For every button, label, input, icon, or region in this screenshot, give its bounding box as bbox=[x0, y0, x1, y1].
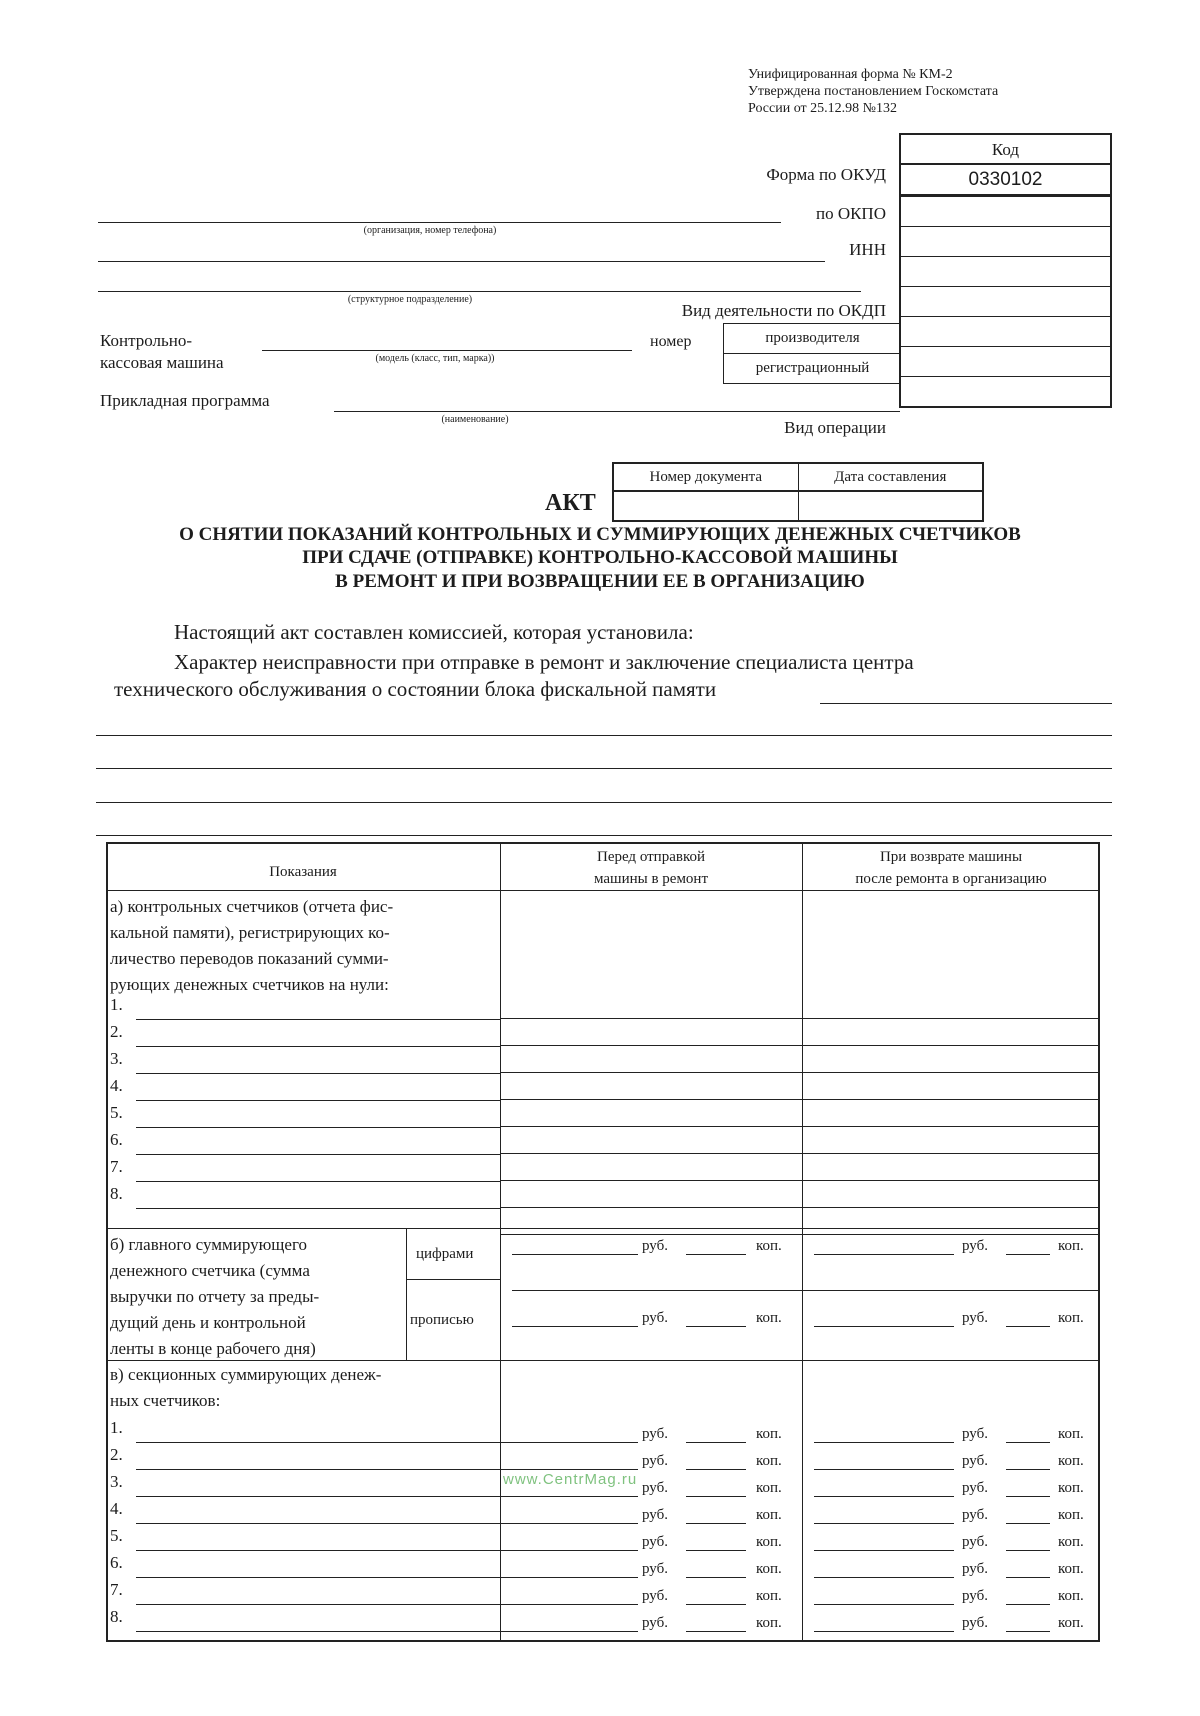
main-words-rub-after: руб. bbox=[962, 1310, 988, 1326]
fault-line-0[interactable] bbox=[820, 703, 1112, 704]
section-v-row-kop-before: коп. bbox=[756, 1480, 782, 1496]
org-caption: (организация, номер телефона) bbox=[363, 225, 497, 236]
kkm-model-line[interactable] bbox=[262, 350, 632, 351]
section-v-row-rub-after-line[interactable] bbox=[814, 1496, 954, 1497]
section-v-row-rub-before-line[interactable] bbox=[512, 1631, 638, 1632]
section-v-row-rub-after: руб. bbox=[962, 1534, 988, 1550]
row-number: 6. bbox=[110, 1130, 123, 1149]
section-v-row-rub-after: руб. bbox=[962, 1453, 988, 1469]
section-v-row-rub-after: руб. bbox=[962, 1507, 988, 1523]
section-v-row-kop-before-line[interactable] bbox=[686, 1469, 746, 1470]
row-number: 3. bbox=[110, 1472, 123, 1491]
section-v-row-rub-after: руб. bbox=[962, 1426, 988, 1442]
registration-label: регистрационный bbox=[724, 354, 901, 384]
doc-number-header: Номер документа bbox=[649, 469, 763, 485]
section-v-row-rub-before: руб. bbox=[642, 1588, 668, 1604]
model-caption: (модель (класс, тип, марка)) bbox=[375, 353, 495, 364]
okdp-label: Вид деятельности по ОКДП bbox=[681, 301, 886, 320]
section-a-row-line bbox=[500, 1072, 1100, 1073]
fault-line-4[interactable] bbox=[96, 835, 1112, 836]
section-v-row-kop-before-line[interactable] bbox=[686, 1577, 746, 1578]
section-a-row-line bbox=[500, 1234, 1100, 1235]
section-a-row-line bbox=[500, 1045, 1100, 1046]
section-a-entry-line[interactable] bbox=[136, 1127, 500, 1128]
main-words-kop-before: коп. bbox=[756, 1310, 782, 1326]
section-v-row-kop-after: коп. bbox=[1058, 1480, 1084, 1496]
main-figures-kop-after-line[interactable] bbox=[1006, 1254, 1050, 1255]
section-v-row-kop-before-line[interactable] bbox=[686, 1496, 746, 1497]
main-figures-kop-before-line[interactable] bbox=[686, 1254, 746, 1255]
form-approval-note bbox=[748, 66, 998, 117]
kkm-label bbox=[100, 330, 224, 374]
section-v-row-kop-after: коп. bbox=[1058, 1426, 1084, 1442]
row-number: 6. bbox=[110, 1553, 123, 1572]
section-b-top bbox=[106, 1228, 1100, 1229]
words-label: прописью bbox=[410, 1312, 474, 1328]
title-line1: О СНЯТИИ ПОКАЗАНИЙ КОНТРОЛЬНЫХ И СУММИРУЮЩИХ ДЕНЕЖНЫХ СЧЕТЧИКОВ bbox=[179, 524, 1021, 545]
act-title: АКТ bbox=[545, 490, 596, 516]
section-a-entry-line[interactable] bbox=[136, 1154, 500, 1155]
section-v-row-rub-before-line[interactable] bbox=[512, 1550, 638, 1551]
fault-text: Характер неисправности при отправке в ремонт и заключение специалиста центра bbox=[174, 650, 914, 674]
row-number: 7. bbox=[110, 1157, 123, 1176]
main-figures-rub-before: руб. bbox=[642, 1238, 668, 1254]
section-v-row-rub-after: руб. bbox=[962, 1588, 988, 1604]
section-v-row-kop-before: коп. bbox=[756, 1588, 782, 1604]
document-number-table bbox=[612, 462, 984, 522]
okpo-label: по ОКПО bbox=[815, 204, 886, 223]
col-divider-1 bbox=[500, 842, 501, 1642]
section-a-text bbox=[110, 894, 393, 998]
section-v-row-rub-after: руб. bbox=[962, 1480, 988, 1496]
col-readings-header: Показания bbox=[269, 864, 337, 880]
section-v-row-kop-after-line[interactable] bbox=[1006, 1550, 1050, 1551]
doc-number-field[interactable] bbox=[614, 490, 798, 520]
kkm-label-line2: кассовая машина bbox=[100, 353, 224, 372]
main-words-rub-after-line[interactable] bbox=[814, 1326, 954, 1327]
main-words-rub-before-line[interactable] bbox=[512, 1326, 638, 1327]
section-v-row-kop-before: коп. bbox=[756, 1426, 782, 1442]
header-divider bbox=[106, 890, 1100, 891]
section-v-row-rub-before-line[interactable] bbox=[512, 1604, 638, 1605]
okud-label: Форма по ОКУД bbox=[766, 165, 886, 184]
fault-line-1[interactable] bbox=[96, 735, 1112, 736]
section-v-l2: ных счетчиков: bbox=[110, 1391, 221, 1410]
section-a-row-line bbox=[500, 1099, 1100, 1100]
main-figures-rub-before-line[interactable] bbox=[512, 1254, 638, 1255]
org-line-2[interactable] bbox=[98, 261, 825, 262]
section-b-l4: дущий день и контрольной bbox=[110, 1313, 306, 1332]
section-v-row-kop-after: коп. bbox=[1058, 1453, 1084, 1469]
okud-value: 0330102 bbox=[899, 163, 1112, 196]
section-v-row-kop-before-line[interactable] bbox=[686, 1604, 746, 1605]
col-after-l2: после ремонта в организацию bbox=[855, 871, 1047, 887]
section-v-row-rub-before: руб. bbox=[642, 1534, 668, 1550]
section-v-row-kop-after: коп. bbox=[1058, 1615, 1084, 1631]
section-v-row-kop-after-line[interactable] bbox=[1006, 1523, 1050, 1524]
fault-text-cont: технического обслуживания о состоянии блока фискальной памяти bbox=[114, 677, 717, 701]
number-subtable bbox=[723, 323, 901, 384]
row-number: 3. bbox=[110, 1049, 123, 1068]
row-number: 4. bbox=[110, 1499, 123, 1518]
section-v-row-kop-after-line[interactable] bbox=[1006, 1631, 1050, 1632]
section-v-top bbox=[106, 1360, 1100, 1361]
col-after-header bbox=[802, 846, 1100, 890]
section-v-row-rub-before-line[interactable] bbox=[512, 1469, 638, 1470]
kkm-label-line1: Контрольно- bbox=[100, 331, 192, 350]
section-b-l2: денежного счетчика (сумма bbox=[110, 1261, 310, 1280]
inn-label: ИНН bbox=[849, 240, 886, 259]
form-name: Унифицированная форма № КМ-2 bbox=[748, 67, 953, 82]
section-v-row-rub-after-line[interactable] bbox=[814, 1604, 954, 1605]
section-a-l1: а) контрольных счетчиков (отчета фис- bbox=[110, 897, 394, 916]
row-number: 5. bbox=[110, 1103, 123, 1122]
section-b-text bbox=[110, 1232, 319, 1362]
watermark: www.CentrMag.ru bbox=[503, 1471, 638, 1488]
section-v-row-rub-after-line[interactable] bbox=[814, 1577, 954, 1578]
operation-type-field[interactable] bbox=[901, 376, 1110, 406]
section-a-row-line bbox=[500, 1126, 1100, 1127]
section-a-entry-line[interactable] bbox=[136, 1073, 500, 1074]
section-v-row-kop-after-line[interactable] bbox=[1006, 1577, 1050, 1578]
section-v-row-kop-before-line[interactable] bbox=[686, 1550, 746, 1551]
section-a-l2: кальной памяти), регистрирующих ко- bbox=[110, 923, 390, 942]
main-words-kop-after-line[interactable] bbox=[1006, 1326, 1050, 1327]
section-v-row-kop-before: коп. bbox=[756, 1453, 782, 1469]
code-box bbox=[899, 133, 1112, 408]
section-a-row-line bbox=[500, 1153, 1100, 1154]
row-number: 2. bbox=[110, 1445, 123, 1464]
section-v-row-rub-after: руб. bbox=[962, 1615, 988, 1631]
section-v-row-rub-after-line[interactable] bbox=[814, 1469, 954, 1470]
row-number: 8. bbox=[110, 1607, 123, 1626]
section-v-row-kop-after-line[interactable] bbox=[1006, 1469, 1050, 1470]
col-after-l1: При возврате машины bbox=[879, 849, 1023, 865]
figures-label: цифрами bbox=[416, 1246, 474, 1262]
fault-line-2[interactable] bbox=[96, 768, 1112, 769]
section-v-l1: в) секционных суммирующих денеж- bbox=[110, 1365, 382, 1384]
section-a-entry-line[interactable] bbox=[136, 1100, 500, 1101]
okdp-field[interactable] bbox=[901, 256, 1110, 286]
doc-date-header: Дата составления bbox=[798, 464, 983, 490]
manufacturer-label: производителя bbox=[724, 324, 901, 354]
name-caption: (наименование) bbox=[441, 414, 509, 425]
inn-field[interactable] bbox=[901, 226, 1110, 256]
row-number: 4. bbox=[110, 1076, 123, 1095]
code-header: Код bbox=[991, 140, 1020, 159]
operation-label: Вид операции bbox=[784, 418, 886, 437]
program-label: Прикладная программа bbox=[100, 391, 270, 410]
section-b-l5: ленты в конце рабочего дня) bbox=[110, 1339, 316, 1358]
fault-line-3[interactable] bbox=[96, 802, 1112, 803]
section-v-row-rub-before: руб. bbox=[642, 1561, 668, 1577]
title-line3: В РЕМОНТ И ПРИ ВОЗВРАЩЕНИИ ЕЕ В ОРГАНИЗАЦИЮ bbox=[335, 571, 865, 592]
section-v-row-rub-before: руб. bbox=[642, 1426, 668, 1442]
section-a-entry-line[interactable] bbox=[136, 1046, 500, 1047]
registration-number-field[interactable] bbox=[901, 316, 1110, 346]
approval-date: России от 25.12.98 №132 bbox=[748, 101, 897, 116]
section-a-l4: рующих денежных счетчиков на нули: bbox=[110, 975, 389, 994]
section-v-text bbox=[110, 1362, 381, 1414]
blank-code-field[interactable] bbox=[901, 346, 1110, 376]
section-b-l3: выручки по отчету за преды- bbox=[110, 1287, 320, 1306]
main-words-rub-before: руб. bbox=[642, 1310, 668, 1326]
row-number: 2. bbox=[110, 1022, 123, 1041]
section-v-row-kop-after-line[interactable] bbox=[1006, 1442, 1050, 1443]
section-b-mid bbox=[406, 1279, 500, 1280]
section-v-row-kop-before: коп. bbox=[756, 1534, 782, 1550]
section-v-row-rub-after-line[interactable] bbox=[814, 1442, 954, 1443]
section-v-row-kop-after: коп. bbox=[1058, 1588, 1084, 1604]
section-v-row-rub-before: руб. bbox=[642, 1507, 668, 1523]
main-words-kop-after: коп. bbox=[1058, 1310, 1084, 1326]
section-v-row-rub-after-line[interactable] bbox=[814, 1631, 954, 1632]
section-v-row-rub-before-line[interactable] bbox=[512, 1523, 638, 1524]
main-figures-rub-after-line[interactable] bbox=[814, 1254, 954, 1255]
section-v-row-kop-before-line[interactable] bbox=[686, 1523, 746, 1524]
col-before-l2: машины в ремонт bbox=[593, 871, 709, 887]
section-v-row-kop-before-line[interactable] bbox=[686, 1442, 746, 1443]
division-caption: (структурное подразделение) bbox=[347, 294, 473, 305]
col-before-header bbox=[500, 846, 802, 890]
section-a-entry-line[interactable] bbox=[136, 1208, 500, 1209]
main-figures-kop-after: коп. bbox=[1058, 1238, 1084, 1254]
doc-date-field[interactable] bbox=[798, 490, 983, 520]
section-v-row-kop-before: коп. bbox=[756, 1615, 782, 1631]
section-v-row-kop-before: коп. bbox=[756, 1561, 782, 1577]
commission-text: Настоящий акт составлен комиссией, которая установила: bbox=[174, 620, 694, 644]
program-line[interactable] bbox=[334, 411, 900, 412]
col-before-l1: Перед отправкой bbox=[596, 849, 705, 865]
section-a-row-line bbox=[500, 1180, 1100, 1181]
section-v-row-rub-after-line[interactable] bbox=[814, 1523, 954, 1524]
row-number: 1. bbox=[110, 1418, 123, 1437]
section-v-row-kop-after-line[interactable] bbox=[1006, 1496, 1050, 1497]
title-line2: ПРИ СДАЧЕ (ОТПРАВКЕ) КОНТРОЛЬНО-КАССОВОЙ МАШИНЫ bbox=[302, 547, 898, 568]
col-divider-2 bbox=[802, 842, 803, 1642]
row-number: 8. bbox=[110, 1184, 123, 1203]
org-line[interactable] bbox=[98, 222, 781, 223]
main-words-extra-line[interactable] bbox=[512, 1290, 1100, 1291]
section-v-row-rub-after-line[interactable] bbox=[814, 1550, 954, 1551]
section-v-row-kop-before: коп. bbox=[756, 1507, 782, 1523]
section-b-l1: б) главного суммирующего bbox=[110, 1235, 307, 1254]
row-number: 7. bbox=[110, 1580, 123, 1599]
section-v-row-rub-after: руб. bbox=[962, 1561, 988, 1577]
row-number: 1. bbox=[110, 995, 123, 1014]
section-a-entry-line[interactable] bbox=[136, 1019, 500, 1020]
number-label: номер bbox=[650, 333, 692, 350]
division-line[interactable] bbox=[98, 291, 861, 292]
main-figures-rub-after: руб. bbox=[962, 1238, 988, 1254]
section-v-row-rub-before: руб. bbox=[642, 1453, 668, 1469]
section-v-row-rub-before: руб. bbox=[642, 1615, 668, 1631]
section-v-row-rub-before-line[interactable] bbox=[512, 1442, 638, 1443]
main-words-kop-before-line[interactable] bbox=[686, 1326, 746, 1327]
section-v-row-kop-before-line[interactable] bbox=[686, 1631, 746, 1632]
section-a-l3: личество переводов показаний сумми- bbox=[110, 949, 389, 968]
section-a-row-line bbox=[500, 1207, 1100, 1208]
manufacturer-number-field[interactable] bbox=[901, 286, 1110, 316]
section-v-row-rub-before: руб. bbox=[642, 1480, 668, 1496]
section-v-row-kop-after: коп. bbox=[1058, 1507, 1084, 1523]
row-number: 5. bbox=[110, 1526, 123, 1545]
approval-line: Утверждена постановлением Госкомстата bbox=[748, 84, 999, 99]
section-v-row-rub-before-line[interactable] bbox=[512, 1577, 638, 1578]
okpo-field[interactable] bbox=[901, 196, 1110, 226]
section-v-row-kop-after: коп. bbox=[1058, 1561, 1084, 1577]
section-b-divider bbox=[406, 1228, 407, 1360]
section-v-row-rub-before-line[interactable] bbox=[512, 1496, 638, 1497]
main-figures-kop-before: коп. bbox=[756, 1238, 782, 1254]
section-v-row-kop-after-line[interactable] bbox=[1006, 1604, 1050, 1605]
section-a-cell-divider bbox=[500, 1018, 1100, 1019]
section-v-row-kop-after: коп. bbox=[1058, 1534, 1084, 1550]
section-a-entry-line[interactable] bbox=[136, 1181, 500, 1182]
